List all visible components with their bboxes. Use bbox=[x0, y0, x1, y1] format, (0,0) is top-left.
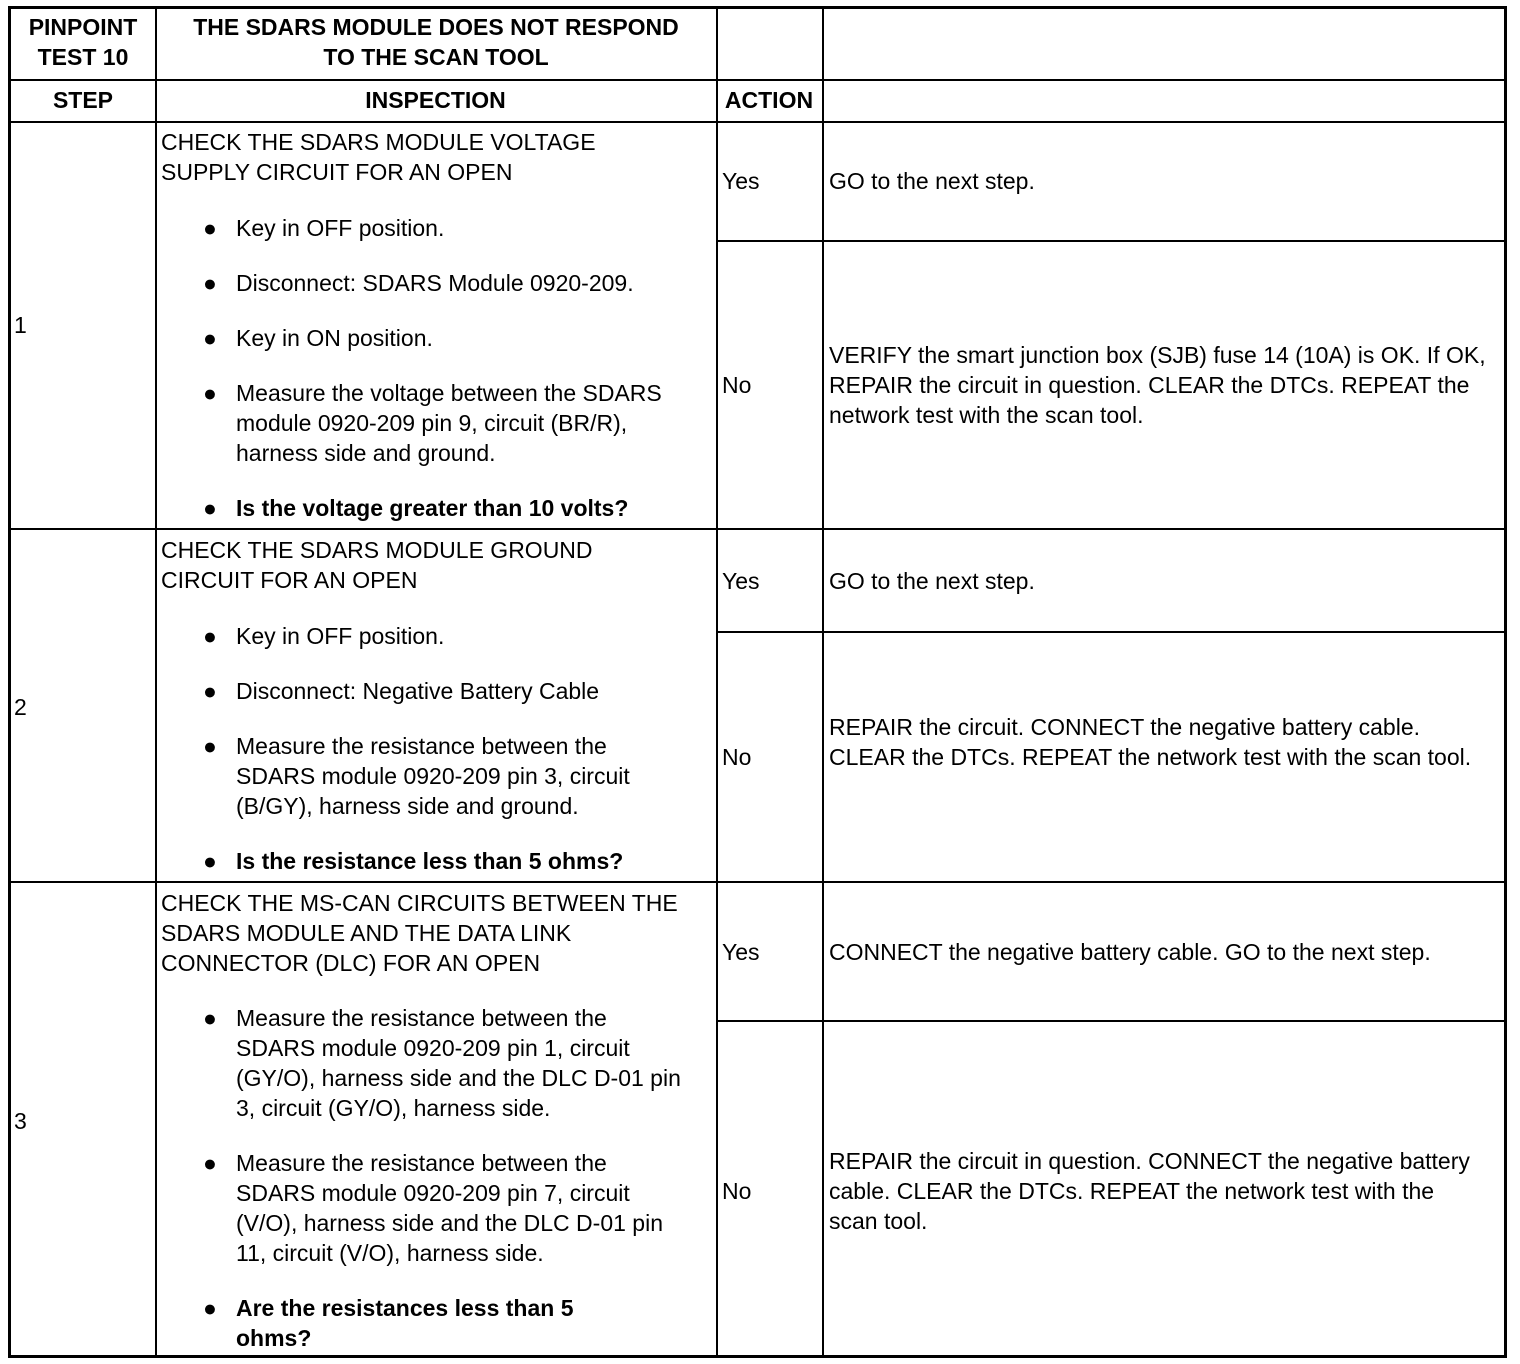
bullet-icon: ● bbox=[203, 733, 217, 759]
step-heading: CHECK THE MS-CAN CIRCUITS BETWEEN THE SDARS MODULE AND THE DATA LINK CONNECTOR (DLC) FOR AN OPEN bbox=[161, 890, 678, 976]
bullet-icon: ● bbox=[203, 325, 217, 351]
bullet-icon: ● bbox=[203, 1295, 217, 1321]
bullet-icon: ● bbox=[203, 678, 217, 704]
step-number: 3 bbox=[14, 1108, 27, 1134]
bullet-icon: ● bbox=[203, 623, 217, 649]
step-column-header: STEP bbox=[52, 87, 114, 113]
no-action: REPAIR the circuit in question. CONNECT the negative battery cable. CLEAR the DTCs. REPEAT the network test with the scan tool. bbox=[829, 1148, 1470, 1234]
column-divider bbox=[716, 9, 718, 1355]
bullet-icon: ● bbox=[203, 848, 217, 874]
step-heading: CHECK THE SDARS MODULE VOLTAGE SUPPLY CIRCUIT FOR AN OPEN bbox=[161, 129, 596, 185]
no-label: No bbox=[722, 744, 752, 770]
column-divider bbox=[822, 9, 824, 1355]
row-divider bbox=[11, 881, 1504, 883]
no-action: VERIFY the smart junction box (SJB) fuse 14 (10A) is OK. If OK, REPAIR the circuit in question. CLEAR the DTCs. REPEAT the network test with the scan tool. bbox=[829, 342, 1486, 428]
no-action: REPAIR the circuit. CONNECT the negative battery cable. CLEAR the DTCs. REPEAT the network test with the scan tool. bbox=[829, 714, 1472, 770]
row-divider bbox=[716, 631, 1504, 633]
step-heading: CHECK THE SDARS MODULE GROUND CIRCUIT FOR AN OPEN bbox=[161, 537, 593, 593]
bullet-icon: ● bbox=[203, 1150, 217, 1176]
yes-action: GO to the next step. bbox=[829, 568, 1035, 594]
pinpoint-test-table: PINPOINT TEST 10 THE SDARS MODULE DOES NOT RESPOND TO THE SCAN TOOL STEP INSPECTION ACTION 1 CHECK THE SDARS MODULE VOLTAGE SUPPLY CIRCUIT FOR AN OPEN ● Key in OFF position. ● Disconnect: SDARS Module 0920-209. ● Key in ON position. ● Measure the voltage between the SDARS module 0920-209 pin 9, circuit (BR/R), harness side and ground. ● Is the voltage greater than 10 volts? Yes GO to the next step. No VERIFY the smart junction box (SJB) fuse 14 (10A) is OK. If OK, REPAIR the circuit in question. CLEAR the DTCs. REPEAT the network test with the scan tool. 2 CHECK THE SDARS MODULE GROUND CIRCUIT FOR AN OPEN ● Key in OFF position. ● Disconnect: Negative Battery Cable ● Measure the resistance between the SDARS module 0920-209 pin 3, circuit (B/GY), harness side and ground. ● Is the resistance less than 5 ohms? Yes GO to the next step. No REPAIR the circuit. CONNECT the negative battery cable. CLEAR the DTCs. REPEAT the network test with the scan tool. 3 CHECK THE MS-CAN CIRCUITS BETWEEN THE SDARS MODULE AND THE DATA LINK CONNECTOR (DLC) FOR AN OPEN ● Measure the resistance between the SDARS module 0920-209 pin 1, circuit (GY/O), harness side and the DLC D-01 pin 3, circuit (GY/O), harness side. ● Measure the resistance between the SDARS module 0920-209 pin 7, circuit (V/O), harness side and the DLC D-01 pin 11, circuit (V/O), harness side. ● Are the resistances less than 5 ohms? Yes CONNECT the negative battery cable. GO to the next step. No REPAIR the circuit in question. CONNECT the negative battery cable. CLEAR the DTCs. REPEAT the network test with the scan tool. bbox=[8, 6, 1507, 1358]
pinpoint-test-label: PINPOINT TEST 10 bbox=[28, 14, 138, 70]
bullet-icon: ● bbox=[203, 270, 217, 296]
yes-action: CONNECT the negative battery cable. GO to the next step. bbox=[829, 939, 1431, 965]
inspection-column-header: INSPECTION bbox=[365, 87, 506, 113]
yes-label: Yes bbox=[722, 939, 760, 965]
bullet-icon: ● bbox=[203, 215, 217, 241]
row-divider bbox=[11, 528, 1504, 530]
yes-label: Yes bbox=[722, 568, 760, 594]
row-divider bbox=[11, 121, 1504, 123]
step-number: 1 bbox=[14, 312, 27, 338]
row-divider bbox=[11, 79, 1504, 81]
bullet-icon: ● bbox=[203, 495, 217, 521]
bullet-icon: ● bbox=[203, 1005, 217, 1031]
action-column-header: ACTION bbox=[724, 87, 814, 113]
step-number: 2 bbox=[14, 694, 27, 720]
yes-label: Yes bbox=[722, 168, 760, 194]
row-divider bbox=[716, 1020, 1504, 1022]
bullet-icon: ● bbox=[203, 380, 217, 406]
column-divider bbox=[155, 9, 157, 1355]
yes-action: GO to the next step. bbox=[829, 168, 1035, 194]
no-label: No bbox=[722, 1178, 752, 1204]
row-divider bbox=[716, 240, 1504, 242]
no-label: No bbox=[722, 372, 752, 398]
page-title: THE SDARS MODULE DOES NOT RESPOND TO THE SCAN TOOL bbox=[193, 14, 679, 70]
